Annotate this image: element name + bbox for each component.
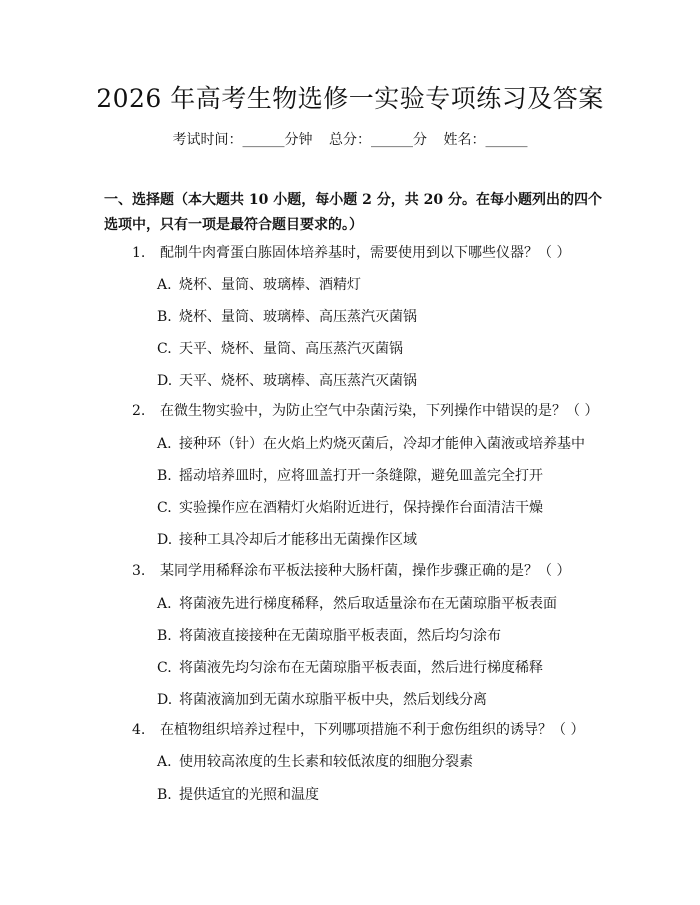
question-text: 某同学用稀释涂布平板法接种大肠杆菌，操作步骤正确的是？（ ） — [160, 563, 571, 579]
option-letter: B. — [157, 309, 172, 325]
question-2-option-c — [157, 498, 543, 518]
question-1-option-d — [157, 371, 417, 391]
option-letter: B. — [157, 468, 172, 484]
question-3-option-a — [157, 594, 557, 614]
question-3-option-b — [157, 626, 501, 646]
option-letter: D. — [157, 532, 173, 548]
option-letter: A. — [157, 436, 172, 452]
question-2-option-d — [157, 530, 417, 550]
option-letter: A. — [157, 277, 172, 293]
option-text: 提供适宜的光照和温度 — [179, 787, 319, 803]
exam-meta — [0, 130, 700, 150]
question-number: 4. — [132, 722, 146, 738]
question-4-option-a — [157, 752, 473, 772]
question-1-option-c — [157, 339, 403, 359]
option-text: 将菌液滴加到无菌水琼脂平板中央，然后划线分离 — [179, 692, 487, 708]
option-letter: C. — [157, 500, 172, 516]
option-text: 接种环（针）在火焰上灼烧灭菌后，冷却才能伸入菌液或培养基中 — [179, 436, 585, 452]
option-text: 天平、烧杯、量筒、高压蒸汽灭菌锅 — [179, 341, 403, 357]
page-title: 2026 年高考生物选修一实验专项练习及答案 — [96, 84, 604, 113]
option-letter: C. — [157, 341, 172, 357]
option-text: 将菌液先均匀涂布在无菌琼脂平板表面，然后进行梯度稀释 — [179, 660, 543, 676]
question-4 — [132, 720, 584, 740]
question-text: 配制牛肉膏蛋白胨固体培养基时，需要使用到以下哪些仪器？（ ） — [160, 245, 571, 261]
section-heading: 一、选择题（本大题共 10 小题，每小题 2 分，共 20 分。在每小题列出的四个选项中，只有一项是最符合题目要求的。） — [104, 192, 602, 233]
student-name-field: 姓名：______ — [443, 132, 528, 148]
option-text: 摇动培养皿时，应将皿盖打开一条缝隙，避免皿盖完全打开 — [179, 468, 543, 484]
question-number: 1. — [132, 245, 146, 261]
question-text: 在植物组织培养过程中，下列哪项措施不利于愈伤组织的诱导？（ ） — [160, 722, 585, 738]
exam-time-field: 考试时间：______分钟 — [172, 132, 313, 148]
question-2 — [132, 401, 598, 421]
question-text: 在微生物实验中，为防止空气中杂菌污染，下列操作中错误的是？（ ） — [160, 403, 599, 419]
option-text: 烧杯、量筒、玻璃棒、高压蒸汽灭菌锅 — [179, 309, 417, 325]
question-3 — [132, 561, 570, 581]
total-score-field: 总分：______分 — [329, 132, 427, 148]
question-1-option-b — [157, 307, 417, 327]
question-3-option-c — [157, 658, 543, 678]
option-letter: A. — [157, 754, 172, 770]
option-letter: B. — [157, 787, 172, 803]
option-letter: C. — [157, 660, 172, 676]
question-3-option-d — [157, 690, 487, 710]
option-text: 天平、烧杯、玻璃棒、高压蒸汽灭菌锅 — [179, 373, 417, 389]
option-text: 实验操作应在酒精灯火焰附近进行，保持操作台面清洁干燥 — [179, 500, 543, 516]
option-text: 将菌液直接接种在无菌琼脂平板表面，然后均匀涂布 — [179, 628, 501, 644]
option-text: 烧杯、量筒、玻璃棒、酒精灯 — [179, 277, 361, 293]
option-text: 将菌液先进行梯度稀释，然后取适量涂布在无菌琼脂平板表面 — [179, 596, 557, 612]
question-2-option-b — [157, 466, 543, 486]
question-number: 2. — [132, 403, 146, 419]
question-number: 3. — [132, 563, 146, 579]
question-1-option-a — [157, 275, 361, 295]
option-text: 接种工具冷却后才能移出无菌操作区域 — [179, 532, 417, 548]
option-letter: D. — [157, 692, 173, 708]
question-1 — [132, 243, 570, 263]
option-letter: B. — [157, 628, 172, 644]
question-2-option-a — [157, 434, 585, 454]
option-text: 使用较高浓度的生长素和较低浓度的细胞分裂素 — [179, 754, 473, 770]
option-letter: D. — [157, 373, 173, 389]
option-letter: A. — [157, 596, 172, 612]
question-4-option-b — [157, 785, 319, 805]
